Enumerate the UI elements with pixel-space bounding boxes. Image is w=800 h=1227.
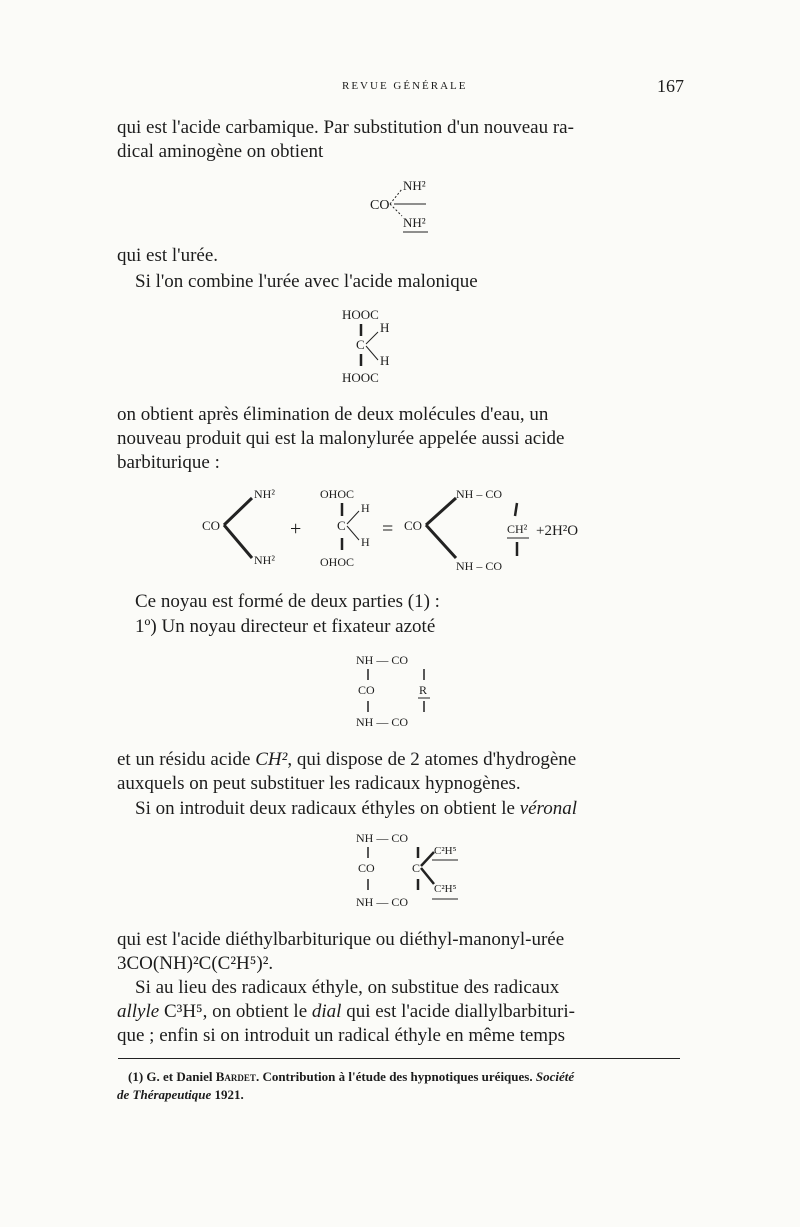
text-line: qui est l'urée. (117, 245, 219, 266)
text-line: 3CO(NH)²C(C²H⁵)². (117, 953, 274, 974)
text-span: G. et Daniel (146, 1069, 216, 1084)
formula-nh-co: NH — CO (356, 831, 409, 845)
formula-r: R (419, 683, 428, 697)
formula-co: CO (358, 683, 375, 697)
plus-sign: + (290, 518, 302, 540)
author-name: Bardet (215, 1069, 256, 1084)
text-line: barbiturique : (117, 452, 220, 473)
formula-oohc: OHOC (320, 555, 355, 569)
formula-nh-co: NH — CO (356, 715, 409, 729)
text-line: Si au lieu des radicaux éthyle, on substitue des radicaux (135, 977, 560, 998)
malonic-acid-formula (336, 302, 426, 394)
formula-c2h5: C²H⁵ (434, 883, 457, 895)
text-line: qui est l'acide carbamique. Par substitution d'un nouveau ra- (117, 117, 574, 138)
formula-nh-co: NH — CO (356, 653, 409, 667)
urea-formula (360, 172, 440, 240)
text-span: véronal (519, 798, 578, 819)
text-span: CH² (255, 749, 288, 770)
text-span: . Contribution à l'étude des hypnotiques uréiques. (255, 1069, 536, 1084)
equals-sign: = (382, 518, 394, 540)
footnote-number: (1) (128, 1069, 144, 1084)
formula-ch2: CH² (507, 522, 528, 536)
formula-oohc: OHOC (320, 487, 355, 501)
text-line: on obtient après élimination de deux molécules d'eau, un (117, 404, 549, 425)
azote-nucleus-formula (354, 648, 444, 736)
barbituric-reaction-formula (196, 478, 606, 582)
text-span: allyle (117, 1001, 160, 1022)
text-span: Si on introduit deux radicaux éthyles on obtient le (135, 798, 520, 819)
formula-h: H (361, 501, 370, 515)
page-header (0, 76, 800, 100)
text-line: auxquels on peut substituer les radicaux hypnogènes. (117, 773, 521, 794)
footnote-year: 1921. (211, 1087, 244, 1102)
formula-c: C (337, 518, 346, 533)
formula-co: CO (370, 198, 390, 213)
text-line (135, 590, 440, 614)
running-head: REVUE GÉNÉRALE (342, 80, 468, 92)
text-span: Ce noyau est formé de deux parties (1) : (135, 591, 440, 612)
formula-nh-co: NH — CO (356, 895, 409, 909)
text-line: nouveau produit qui est la malonylurée appelée aussi acide (117, 428, 565, 449)
formula-nh2: NH² (254, 487, 275, 501)
formula-co: CO (404, 518, 423, 533)
formula-nh2: NH² (254, 553, 275, 567)
formula-hooc: HOOC (342, 370, 379, 385)
formula-water: +2H²O (536, 523, 579, 539)
footnote-line (128, 1068, 574, 1085)
text-line (117, 1000, 575, 1024)
text-line (117, 748, 576, 772)
formula-c: C (412, 861, 421, 875)
text-span: qui est l'acide diallylbarbituri- (341, 1001, 575, 1022)
footnote-rule (118, 1058, 680, 1059)
formula-nh2: NH² (403, 215, 426, 230)
journal-name: de Thérapeutique (117, 1087, 212, 1102)
text-span: et un résidu acide (117, 749, 256, 770)
formula-c: C (356, 337, 365, 352)
veronal-formula (354, 826, 464, 918)
footnote-line (117, 1086, 244, 1103)
formula-h: H (380, 320, 390, 335)
text-line: Si l'on combine l'urée avec l'acide malonique (135, 271, 478, 292)
formula-co: CO (358, 861, 375, 875)
formula-c2h5: C²H⁵ (434, 845, 457, 857)
text-line (135, 797, 577, 821)
formula-nh2: NH² (403, 178, 426, 193)
text-span: , qui dispose de 2 atomes d'hydrogène (287, 749, 577, 770)
text-span: C³H⁵, on obtient le (159, 1001, 312, 1022)
formula-nh-co: NH – CO (456, 487, 503, 501)
formula-hooc: HOOC (342, 307, 379, 322)
formula-nh-co: NH – CO (456, 559, 503, 573)
text-line: que ; enfin si on introduit un radical éthyle en même temps (117, 1025, 565, 1046)
formula-co: CO (202, 518, 221, 533)
journal-name: Société (535, 1069, 575, 1084)
formula-h: H (380, 353, 390, 368)
formula-h: H (361, 535, 370, 549)
page-number: 167 (657, 76, 684, 96)
text-span: dial (311, 1001, 342, 1022)
text-line: dical aminogène on obtient (117, 141, 324, 162)
text-line: qui est l'acide diéthylbarbiturique ou diéthyl-manonyl-urée (117, 929, 565, 950)
text-line: 1º) Un noyau directeur et fixateur azoté (135, 616, 436, 637)
